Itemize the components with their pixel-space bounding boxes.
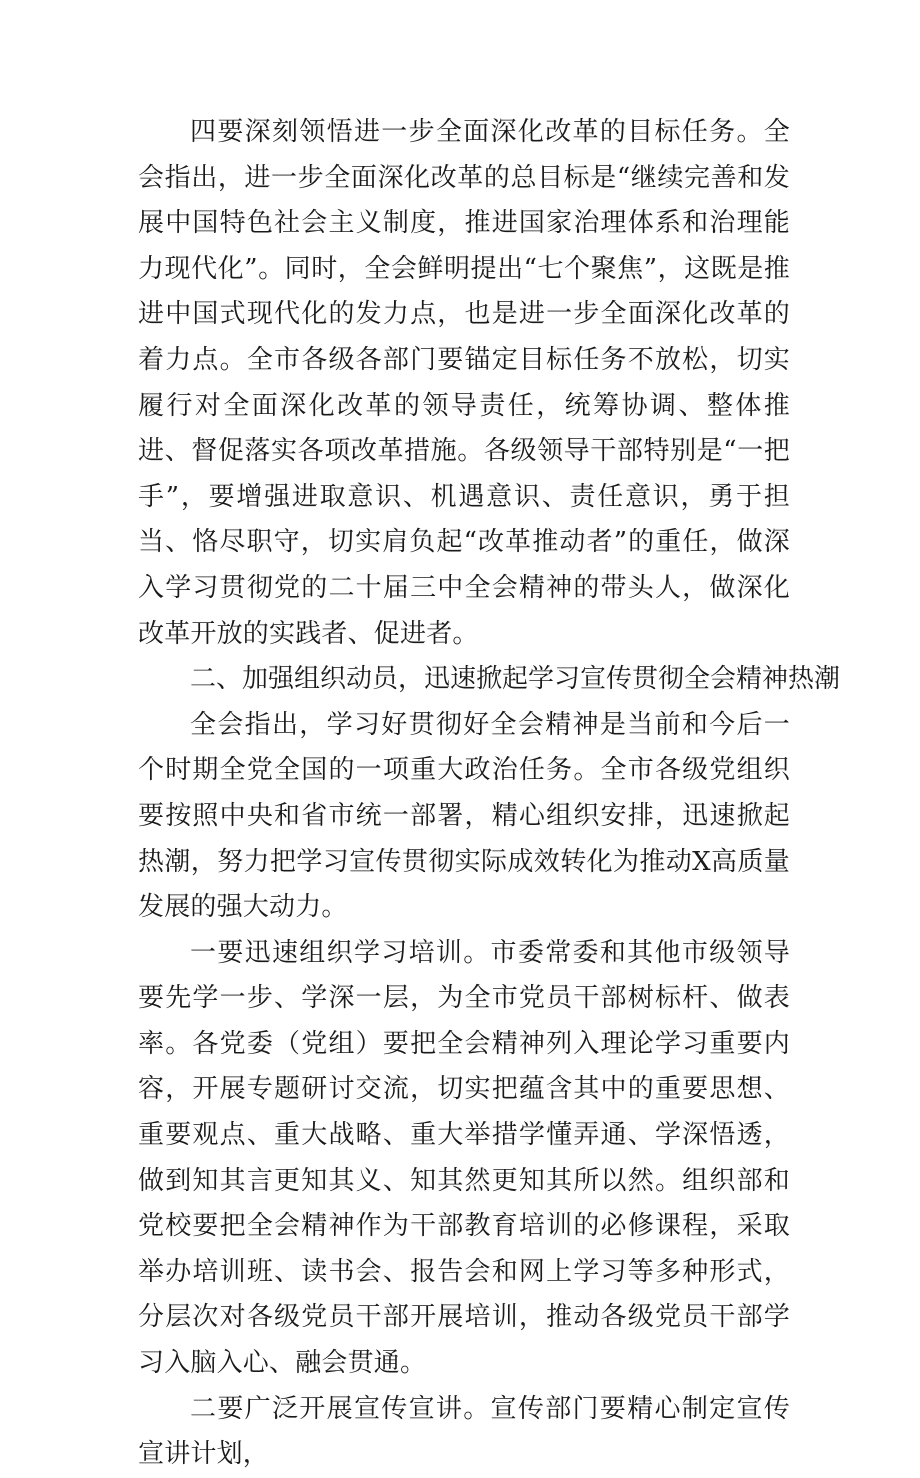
paragraph-four-requirements: 四要深刻领悟进一步全面深化改革的目标任务。全会指出，进一步全面深化改革的总目标是“继续完善和发展中国特色社会主义制度，推进国家治理体系和治理能力现代化”。同时，全会鲜明提出“七个聚焦”，这既是推进中国式现代化的发力点，也是进一步全面深化改革的着力点。全市各级各部门要锚定目标任务不放松，切实履行对全面深化改革的领导责任，统筹协调、整体推进、督促落实各项改革措施。各级领导干部特别是“一把手”，要增强进取意识、机遇意识、责任意识，勇于担当、恪尽职守，切实肩负起“改革推动者”的重任，做深入学习贯彻党的二十届三中全会精神的带头人，做深化改革开放的实践者、促进者。 [138,117,790,649]
paragraph-study-training: 一要迅速组织学习培训。市委常委和其他市级领导要先学一步、学深一层，为全市党员干部树标杆、做表率。各党委（党组）要把全会精神列入理论学习重要内容，开展专题研讨交流，切实把蕴含其中的重要思想、重要观点、重大战略、重大举措学懂弄通、学深悟透，做到知其言更知其义、知其然更知其所以然。组织部和党校要把全会精神作为干部教育培训的必修课程，采取举办培训班、读书会、报告会和网上学习等多种形式，分层次对各级党员干部开展培训，推动各级党员干部学习入脑入心、融会贯通。 [138,937,790,1379]
paragraph-plenum-intro: 全会指出，学习好贯彻好全会精神是当前和今后一个时期全党全国的一项重大政治任务。全市各级党组织要按照中央和省市统一部署，精心组织安排，迅速掀起热潮，努力把学习宣传贯彻实际成效转化为推动X高质量发展的强大动力。 [138,709,790,923]
section-heading-two: 二、加强组织动员，迅速掀起学习宣传贯彻全会精神热潮 [190,664,841,695]
document-body [138,110,841,1478]
paragraph-publicity: 二要广泛开展宣传宣讲。宣传部门要精心制定宣传宣讲计划， [138,1393,790,1470]
